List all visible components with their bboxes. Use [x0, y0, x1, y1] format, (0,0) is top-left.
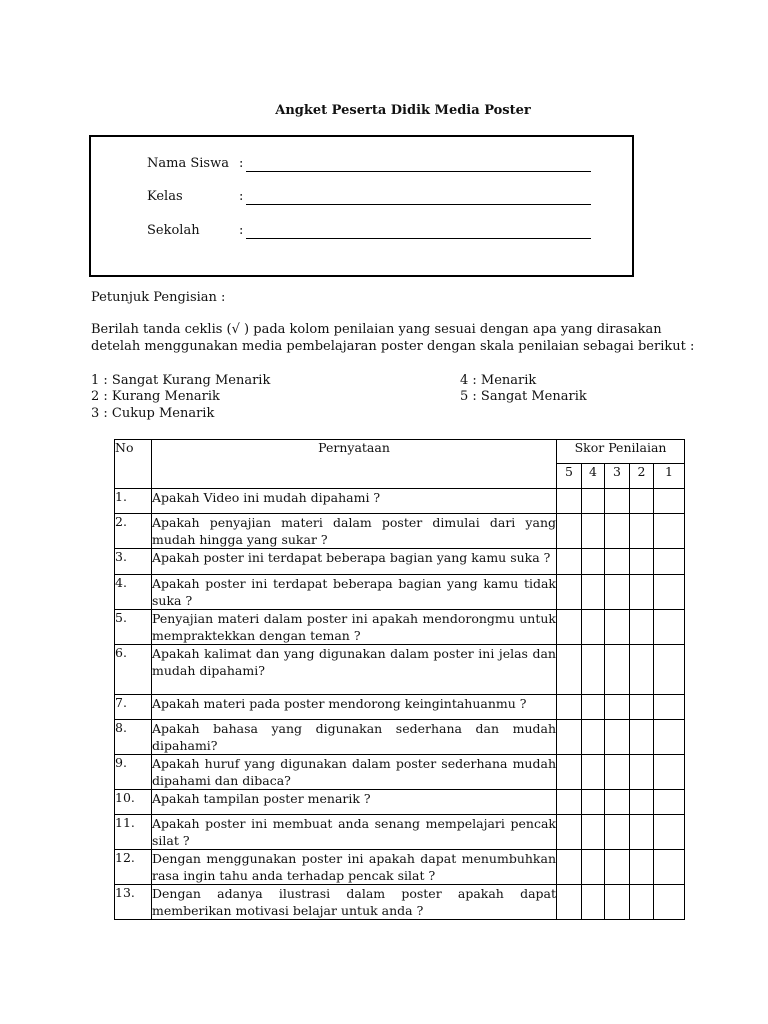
score-cell-1[interactable]	[654, 610, 685, 645]
row-statement: Apakah tampilan poster menarik ?	[152, 790, 557, 815]
score-cell-2[interactable]	[630, 645, 654, 695]
score-cell-5[interactable]	[557, 575, 582, 610]
score-cell-3[interactable]	[605, 790, 630, 815]
score-cell-5[interactable]	[557, 489, 582, 514]
score-cell-3[interactable]	[605, 755, 630, 790]
score-cell-4[interactable]	[582, 695, 605, 720]
score-cell-1[interactable]	[654, 815, 685, 850]
school-label: Sekolah	[147, 223, 200, 238]
score-cell-2[interactable]	[630, 489, 654, 514]
score-cell-2[interactable]	[630, 549, 654, 575]
score-cell-3[interactable]	[605, 720, 630, 755]
table-row	[115, 755, 685, 790]
score-cell-1[interactable]	[654, 645, 685, 695]
name-blank-line[interactable]	[246, 171, 591, 172]
row-number: 1.	[115, 489, 152, 514]
row-statement: Apakah poster ini membuat anda senang mempelajari pencak silat ?	[152, 816, 556, 848]
table-row	[115, 645, 685, 695]
score-cell-4[interactable]	[582, 755, 605, 790]
score-cell-3[interactable]	[605, 575, 630, 610]
score-cell-3[interactable]	[605, 645, 630, 695]
score-cell-1[interactable]	[654, 885, 685, 920]
table-row	[115, 575, 685, 610]
score-cell-1[interactable]	[654, 575, 685, 610]
score-cell-3[interactable]	[605, 514, 630, 549]
header-score: Skor Penilaian	[557, 440, 685, 464]
score-cell-2[interactable]	[630, 755, 654, 790]
score-cell-5[interactable]	[557, 645, 582, 695]
score-cell-5[interactable]	[557, 850, 582, 885]
table-row	[115, 610, 685, 645]
score-cell-1[interactable]	[654, 489, 685, 514]
questionnaire-table	[114, 439, 685, 920]
row-statement: Apakah poster ini terdapat beberapa bagian yang kamu tidak suka ?	[152, 576, 556, 608]
score-cell-5[interactable]	[557, 514, 582, 549]
row-statement: Apakah Video ini mudah dipahami ?	[152, 489, 557, 514]
table-row	[115, 790, 685, 815]
score-cell-2[interactable]	[630, 695, 654, 720]
score-cell-5[interactable]	[557, 755, 582, 790]
class-colon: :	[239, 189, 244, 204]
row-statement: Apakah kalimat dan yang digunakan dalam poster ini jelas dan mudah dipahami?	[152, 645, 557, 695]
score-cell-1[interactable]	[654, 514, 685, 549]
row-number: 6.	[115, 645, 152, 695]
score-cell-4[interactable]	[582, 815, 605, 850]
school-colon: :	[239, 223, 244, 238]
score-cell-2[interactable]	[630, 575, 654, 610]
row-statement: Apakah materi pada poster mendorong keingintahuanmu ?	[152, 695, 557, 720]
instructions-line-1: Berilah tanda ceklis (√ ) pada kolom penilaian yang sesuai dengan apa yang dirasakan	[91, 322, 662, 337]
row-number: 11.	[115, 815, 152, 850]
score-cell-3[interactable]	[605, 885, 630, 920]
name-label: Nama Siswa	[147, 156, 229, 171]
score-cell-4[interactable]	[582, 645, 605, 695]
row-number: 3.	[115, 549, 152, 575]
score-cell-4[interactable]	[582, 549, 605, 575]
row-statement: Penyajian materi dalam poster ini apakah mendorongmu untuk mempraktekkan dengan teman ?	[152, 611, 556, 643]
name-colon: :	[239, 156, 244, 171]
score-col-1: 1	[654, 464, 685, 489]
row-number: 9.	[115, 755, 152, 790]
score-cell-3[interactable]	[605, 850, 630, 885]
row-statement: Dengan menggunakan poster ini apakah dapat menumbuhkan rasa ingin tahu anda terhadap pencak silat ?	[152, 851, 556, 883]
score-cell-3[interactable]	[605, 695, 630, 720]
table-row	[115, 885, 685, 920]
score-col-4: 4	[582, 464, 605, 489]
score-cell-2[interactable]	[630, 720, 654, 755]
row-statement: Apakah bahasa yang digunakan sederhana dan mudah dipahami?	[152, 721, 556, 753]
score-cell-4[interactable]	[582, 610, 605, 645]
student-identity-box	[89, 135, 634, 277]
scale-item-1: 1 : Sangat Kurang Menarik	[91, 373, 271, 388]
score-cell-4[interactable]	[582, 850, 605, 885]
row-statement: Apakah poster ini terdapat beberapa bagian yang kamu suka ?	[152, 549, 557, 575]
score-col-2: 2	[630, 464, 654, 489]
score-cell-2[interactable]	[630, 850, 654, 885]
class-label: Kelas	[147, 189, 183, 204]
row-number: 8.	[115, 720, 152, 755]
score-cell-4[interactable]	[582, 575, 605, 610]
row-number: 4.	[115, 575, 152, 610]
table-row	[115, 815, 685, 850]
score-cell-3[interactable]	[605, 489, 630, 514]
score-cell-5[interactable]	[557, 610, 582, 645]
table-row	[115, 489, 685, 514]
row-number: 12.	[115, 850, 152, 885]
table-row	[115, 514, 685, 549]
score-cell-4[interactable]	[582, 489, 605, 514]
score-cell-4[interactable]	[582, 790, 605, 815]
score-cell-5[interactable]	[557, 815, 582, 850]
score-cell-1[interactable]	[654, 720, 685, 755]
document-title: Angket Peserta Didik Media Poster	[275, 103, 531, 118]
table-row	[115, 720, 685, 755]
score-cell-2[interactable]	[630, 885, 654, 920]
score-cell-4[interactable]	[582, 885, 605, 920]
row-number: 5.	[115, 610, 152, 645]
row-statement: Dengan adanya ilustrasi dalam poster apakah dapat memberikan motivasi belajar untuk anda ?	[152, 886, 556, 918]
table-row	[115, 549, 685, 575]
scale-item-4: 4 : Menarik	[460, 373, 537, 388]
score-cell-4[interactable]	[582, 514, 605, 549]
class-blank-line[interactable]	[246, 204, 591, 205]
score-cell-2[interactable]	[630, 815, 654, 850]
score-cell-5[interactable]	[557, 549, 582, 575]
score-cell-2[interactable]	[630, 610, 654, 645]
score-cell-1[interactable]	[654, 850, 685, 885]
score-cell-3[interactable]	[605, 610, 630, 645]
score-cell-3[interactable]	[605, 549, 630, 575]
table-row	[115, 850, 685, 885]
header-statement: Pernyataan	[152, 440, 557, 489]
table-row	[115, 695, 685, 720]
instructions-line-2: detelah menggunakan media pembelajaran poster dengan skala penilaian sebagai berikut :	[91, 339, 695, 354]
score-cell-5[interactable]	[557, 720, 582, 755]
row-number: 10.	[115, 790, 152, 815]
row-number: 2.	[115, 514, 152, 549]
row-number: 13.	[115, 885, 152, 920]
score-cell-1[interactable]	[654, 695, 685, 720]
row-number: 7.	[115, 695, 152, 720]
score-col-5: 5	[557, 464, 582, 489]
score-cell-2[interactable]	[630, 514, 654, 549]
scale-item-5: 5 : Sangat Menarik	[460, 389, 587, 404]
school-blank-line[interactable]	[246, 238, 591, 239]
score-cell-5[interactable]	[557, 695, 582, 720]
instructions-heading: Petunjuk Pengisian :	[91, 290, 226, 305]
scale-item-2: 2 : Kurang Menarik	[91, 389, 220, 404]
score-cell-4[interactable]	[582, 720, 605, 755]
score-cell-5[interactable]	[557, 790, 582, 815]
score-cell-1[interactable]	[654, 755, 685, 790]
row-statement: Apakah penyajian materi dalam poster dimulai dari yang mudah hingga yang sukar ?	[152, 515, 556, 547]
score-col-3: 3	[605, 464, 630, 489]
score-cell-5[interactable]	[557, 885, 582, 920]
score-cell-1[interactable]	[654, 549, 685, 575]
score-cell-1[interactable]	[654, 790, 685, 815]
scale-item-3: 3 : Cukup Menarik	[91, 406, 215, 421]
score-cell-2[interactable]	[630, 790, 654, 815]
header-no: No	[115, 440, 152, 489]
score-cell-3[interactable]	[605, 815, 630, 850]
row-statement: Apakah huruf yang digunakan dalam poster sederhana mudah dipahami dan dibaca?	[152, 756, 556, 788]
